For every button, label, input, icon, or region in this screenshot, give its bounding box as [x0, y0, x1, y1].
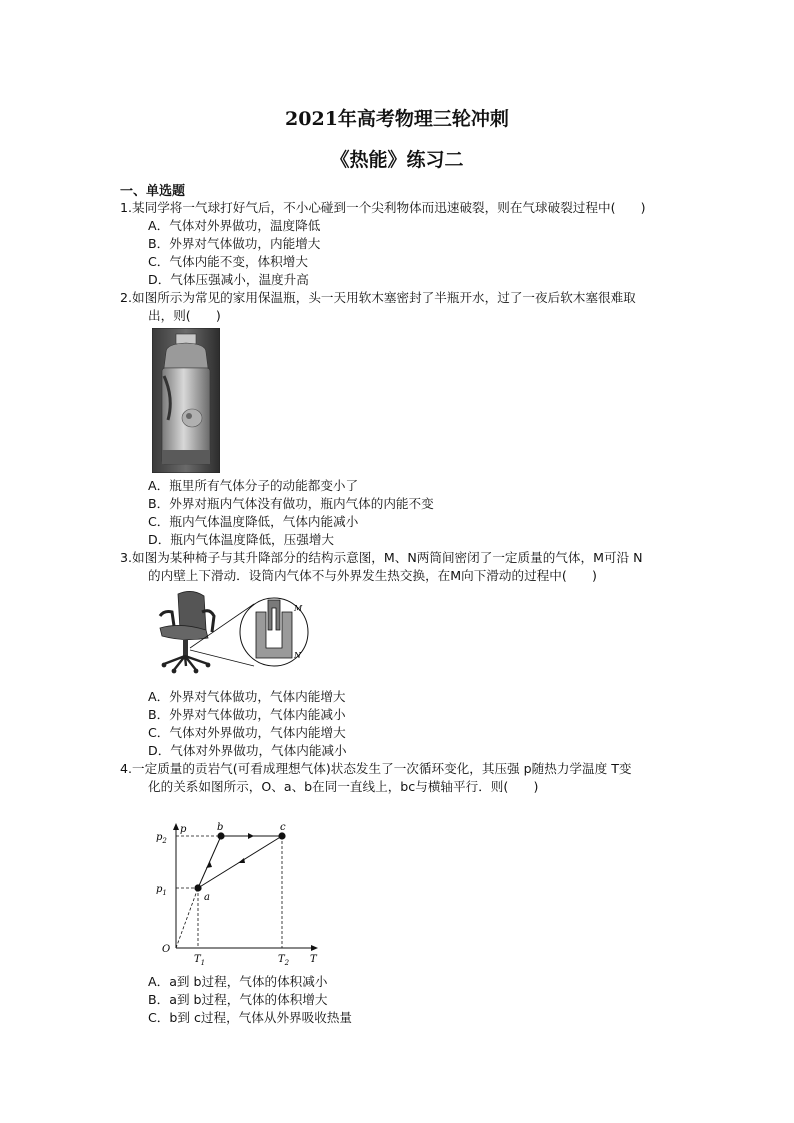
question-2-option-d: D．瓶内气体温度降低，压强增大 — [148, 532, 335, 547]
question-4-stem-line-1: 4.一定质量的贡岩气(可看成理想气体)状态发生了一次循环变化，其压强 p随热力学温度 T变 — [120, 761, 632, 776]
label-m: M — [294, 604, 303, 613]
question-3-option-a: A．外界对气体做功，气体内能增大 — [148, 689, 346, 704]
question-3-option-b: B．外界对气体做功，气体内能减小 — [148, 707, 346, 722]
question-4-option-c: C．b到 c过程，气体从外界吸收热量 — [148, 1010, 353, 1025]
question-4-stem-line-2: 化的关系如图所示，O、a、b在同一直线上，bc与横轴平行．则( ) — [148, 779, 539, 794]
thermos-photo — [152, 328, 220, 473]
question-1-option-b: B．外界对气体做功，内能增大 — [148, 236, 321, 251]
question-3-option-c: C．气体对外界做功，气体内能增大 — [148, 725, 346, 740]
p-axis-label: p — [180, 824, 187, 835]
question-2-option-c: C．瓶内气体温度降低，气体内能减小 — [148, 514, 359, 529]
p-t-graph — [150, 820, 330, 970]
t2-label: $T_2$ — [278, 954, 290, 967]
document-title: 2021年高考物理三轮冲刺 — [285, 108, 509, 130]
p2-label: $p_2$ — [156, 832, 167, 845]
question-3-stem-line-2: 的内壁上下滑动．设筒内气体不与外界发生热交换，在M向下滑动的过程中( ) — [148, 568, 597, 583]
section-heading: 一、单选题 — [120, 184, 186, 199]
label-n: N — [294, 651, 301, 660]
p1-label: $p_1$ — [156, 884, 167, 897]
document-subtitle: 《热能》练习二 — [330, 149, 464, 171]
question-3-stem-line-1: 3.如图为某种椅子与其升降部分的结构示意图，M、N两筒间密闭了一定质量的气体，M可沿 N — [120, 550, 643, 565]
question-4-option-b: B．a到 b过程，气体的体积增大 — [148, 992, 328, 1007]
question-1-stem: 1.某同学将一气球打好气后，不小心碰到一个尖利物体而迅速破裂，则在气球破裂过程中( ) — [120, 200, 646, 215]
chair-figure — [150, 586, 312, 674]
question-4-option-a: A．a到 b过程，气体的体积减小 — [148, 974, 328, 989]
point-a-label: a — [204, 892, 210, 903]
origin-label: O — [162, 944, 171, 955]
t-axis-label: T — [310, 954, 317, 965]
question-2-stem-line-2: 出，则( ) — [148, 308, 221, 323]
question-2-option-b: B．外界对瓶内气体没有做功，瓶内气体的内能不变 — [148, 496, 434, 511]
point-c-label: c — [280, 822, 286, 833]
question-2-option-a: A．瓶里所有气体分子的动能都变小了 — [148, 478, 359, 493]
question-3-option-d: D．气体对外界做功，气体内能减小 — [148, 743, 347, 758]
point-b-label: b — [217, 822, 224, 833]
question-1-option-d: D．气体压强减小，温度升高 — [148, 272, 309, 287]
question-2-stem-line-1: 2.如图所示为常见的家用保温瓶，头一天用软木塞密封了半瓶开水，过了一夜后软木塞很难取 — [120, 290, 636, 305]
question-1-option-a: A．气体对外界做功，温度降低 — [148, 218, 321, 233]
t1-label: $T_1$ — [194, 954, 206, 967]
question-1-option-c: C．气体内能不变，体积增大 — [148, 254, 308, 269]
